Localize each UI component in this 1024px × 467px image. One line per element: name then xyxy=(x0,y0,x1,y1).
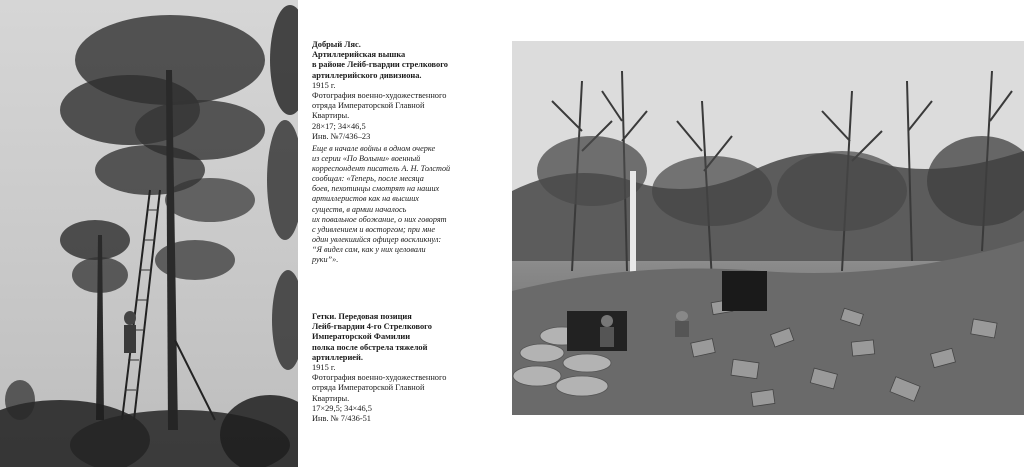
caption-year: 1915 г. xyxy=(312,80,336,90)
trench-illustration xyxy=(512,41,1024,415)
caption-title: Гетки. Передовая позиция Лейб-гвардии 4-го Стрелкового Императорской Фамилии полка после обстрела тяжелой артиллерией. xyxy=(312,312,432,362)
photo-trench-after-shelling xyxy=(512,41,1024,415)
caption-title: Добрый Ляс. Артиллерийская вышка в районе Лейб-гвардии стрелкового артиллерийского дивизиона. xyxy=(312,40,448,80)
caption-inventory: Инв. № 7/436-51 xyxy=(312,414,371,424)
caption-trench-position xyxy=(312,312,502,424)
photo-artillery-tower xyxy=(0,0,298,467)
caption-source: Фотография военно-художественного отряда Императорской Главной Квартиры. xyxy=(312,91,447,121)
caption-size: 28×17; 34×46,5 xyxy=(312,121,366,131)
caption-source: Фотография военно-художественного отряда Императорской Главной Квартиры. xyxy=(312,373,447,403)
caption-year: 1915 г. xyxy=(312,363,336,373)
caption-artillery-tower xyxy=(312,40,502,142)
pine-trees-illustration xyxy=(0,0,298,467)
quote-tolstoy: Еще в начале войны в одном очерке из серии «По Волыни» военный корреспондент писатель А. Н. Толстой сообщал: «Теперь, после месяца боев, пехотинцы смотрят на наших артиллеристов как на высших существ, в армии началось их повальное обожание, о них говорят с удивлением и восторгом; при мне один увлекшийся офицер воскликнул: “Я видел сам, как у них целовали руки”». xyxy=(312,144,451,265)
caption-inventory: Инв. №7/436–23 xyxy=(312,131,371,141)
caption-size: 17×29,5; 34×46,5 xyxy=(312,403,372,413)
